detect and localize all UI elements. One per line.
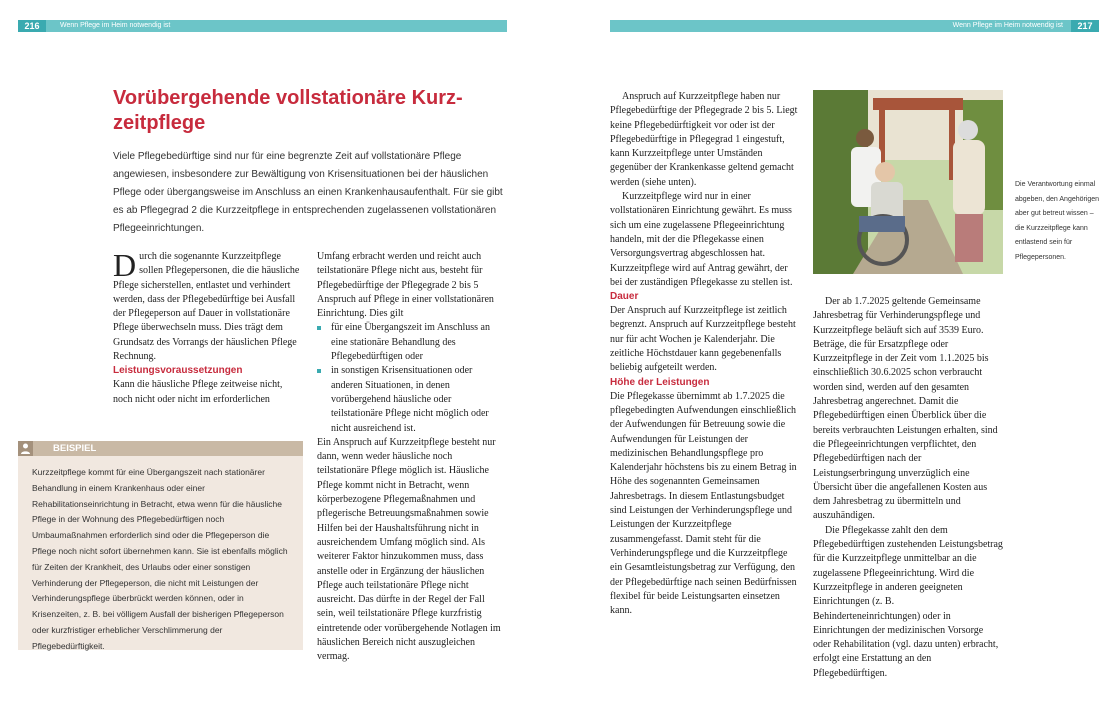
right-page-number: 217 bbox=[1071, 20, 1099, 32]
right-header-bar bbox=[610, 20, 1099, 32]
example-label: BEISPIEL bbox=[53, 443, 97, 454]
person-icon-graphic bbox=[18, 441, 33, 456]
dropcap: D bbox=[113, 247, 137, 283]
subheading-hoehe: Höhe der Leistungen bbox=[610, 376, 710, 388]
page-title: Vorübergehende vollstationäre Kurz-zeitpflege bbox=[113, 87, 463, 134]
photo-caption: Die Verantwortung einmal abgeben, den Angehörigen aber gut betreut wissen – die Kurzzeitpflege kann entlastend sein für Pflegepersonen. bbox=[1015, 181, 1100, 261]
col1-paragraph-1-text: urch die sogenannte Kurzzeitpflege sollen Pflegepersonen, die die häusliche Pflege sicherstellen, entlastet und verhindert werden, dass der Pflegebedürftige bei Ausfall der Pflegeperson auf Dauer in vollstationäre Pflege überwechseln muss. Dies trägt dem Grundsatz des Vorrangs der häuslichen Pflege Rechnung. bbox=[113, 251, 300, 363]
left-running-title: Wenn Pflege im Heim notwendig ist bbox=[60, 22, 171, 29]
col1-paragraph-2: Kann die häusliche Pflege zeitweise nicht, noch nicht oder nicht im erforderlichen bbox=[113, 379, 283, 405]
square-bullet-icon bbox=[317, 369, 321, 373]
bullet-item-1-text: für eine Übergangszeit im Anschluss an eine stationäre Behandlung des Pflegebedürftigen oder bbox=[331, 322, 490, 363]
col4-paragraph-1: Der ab 1.7.2025 geltende Gemeinsame Jahresbetrag für Verhinderungspflege und Kurzzeitpflege beläuft sich auf 3539 Euro. Beträge, die für Ersatzpflege oder Kurzzeitpflege in der Zeit vom 1.1.2025 bis einschließlich 30.6.2025 schon verbraucht worden sind, werden auf den gesamten Jahresbetrag angerechnet. Damit die Pflegebedürftigen einen Überblick über die bereits verbrauchten Leistungen erhalten, sind die Pflegeeinrichtungen verpflichtet, den Pflegebedürftigen nach der Leistungserbringung unverzüglich eine Übersicht über die angefallenen Kosten aus dem Jahresbetrag zu übermitteln und auszuhändigen. bbox=[813, 296, 998, 522]
example-box bbox=[18, 456, 303, 650]
example-text: Kurzzeitpflege kommt für eine Übergangszeit nach stationärer Behandlung in einem Krankenhaus oder einer Rehabilitationseinrichtung in Betracht, etwa wenn für die häusliche Pflege in der Wohnung des Pflegebedürftigen noch Umbaumaßnahmen erforderlich sind oder die Pflegeperson die Pflege noch nicht sofort übernehmen kann. Sie ist ebenfalls möglich für Zeiten der Krankheit, des Urlaubs oder einer sonstigen Verhinderung der Pflegeperson, die nicht mit Leistungen der Verhinderungspflege überbrückt werden können, oder in Krisenzeiten, z. B. bei völligem Ausfall der bisherigen Pflegeperson oder kurzfristiger erheblicher Verschlimmerung der Pflegebedürftigkeit. bbox=[32, 467, 288, 651]
col2-paragraph-2: Ein Anspruch auf Kurzzeitpflege besteht nur dann, wenn weder häusliche noch teilstationäre Pflege möglich ist. Häusliche Pflege kommt nicht in Betracht, wenn körperbezogene Pflegemaßnahmen und pflegerische Betreuungsmaßnahmen sowie Hilfen bei der Haushaltsführung nicht in ausreichendem Umfang möglich sind. Als weiterer Faktor hinzukommen muss, dass anstelle oder in Ergänzung der häuslichen Pflege auch teilstationäre Pflege nicht ausreicht. Das dürfte in der Regel der Fall sein, weil teilstationäre Pflege kurzfristig eintretende oder vorübergehende Notlagen im häuslichen Bereich nicht auszugleichen vermag. bbox=[317, 436, 501, 663]
subheading-leistungsvoraussetzungen: Leistungsvoraussetzungen bbox=[113, 365, 243, 377]
care-photo bbox=[813, 90, 1003, 274]
column-4 bbox=[813, 295, 1003, 681]
bullet-item-2 bbox=[317, 364, 503, 435]
example-header bbox=[18, 441, 303, 456]
subheading-dauer: Dauer bbox=[610, 291, 639, 303]
intro-paragraph: Viele Pflegebedürftige sind nur für eine begrenzte Zeit auf vollstationäre Pflege angewiesen, insbesondere zur Bewältigung von Krisensituationen bei der häuslichen Pflege oder übergangsweise im Anschluss an einen Krankenhausaufenthalt. Für sie gibt es ab Pflegegrad 2 die Kurzzeitpflege in entsprechenden zugelassenen vollstationären Pflegeeinrichtungen. bbox=[113, 151, 503, 234]
column-3 bbox=[610, 90, 800, 618]
care-photo-graphic bbox=[813, 90, 1003, 274]
left-page-number: 216 bbox=[18, 20, 46, 32]
col3-paragraph-1: Anspruch auf Kurzzeitpflege haben nur Pflegebedürftige der Pflegegrade 2 bis 5. Liegt keine Pflegebedürftigkeit vor oder ist der Pflegebedürftige in Pflegegrad 1 eingestuft, kann Kurzzeitpflege unter Umständen gegenüber der Krankenkasse geltend gemacht werden (siehe unten). bbox=[610, 91, 798, 188]
col3-paragraph-2: Kurzzeitpflege wird nur in einer vollstationären Einrichtung gewährt. Es muss sich um eine zugelassene Pflegeeinrichtung handeln, mit der die Pflegekasse einen Versorgungsvertrag abgeschlossen hat. Kurzzeitpflege wird auf Antrag gewährt, der bei der zuständigen Pflegekasse zu stellen ist. bbox=[610, 191, 793, 288]
col3-paragraph-4: Die Pflegekasse übernimmt ab 1.7.2025 die pflegebedingten Aufwendungen einschließlich der Aufwendungen für Betreuung sowie die Aufwendungen für Leistungen der medizinischen Behandlungspflege pro Kalenderjahr höchstens bis zu einem Betrag in Höhe des sogenannten Gemeinsamen Jahresbetrags. In diesem Entlastungsbudget sind Leistungen der Verhinderungspflege und Leistungen der Kurzzeitpflege zusammengefasst. Damit steht für die Verhinderungspflege und die Kurzzeitpflege ein Gesamtleistungsbetrag zur Verfügung, den der Pflegebedürftige nach seinen Bedürfnissen flexibel für beide Leistungsarten einsetzen kann. bbox=[610, 390, 797, 617]
right-running-title: Wenn Pflege im Heim notwendig ist bbox=[952, 22, 1063, 29]
col1-paragraph-1 bbox=[113, 247, 303, 364]
column-2 bbox=[317, 250, 503, 665]
column-1 bbox=[113, 247, 303, 407]
square-bullet-icon bbox=[317, 326, 321, 330]
col4-paragraph-2: Die Pflegekasse zahlt den dem Pflegebedürftigen zustehenden Leistungsbetrag für die Kurzzeitpflege unmittelbar an die zugelassene Pflegeeinrichtung. Wird die Kurzzeitpflege in anderen geeigneten Einrichtungen (z. B. Behinderteneinrichtungen) oder in Einrichtungen der medizinischen Vorsorge oder Rehabilitation (vgl. dazu unten) erbracht, erfolgt eine Erstattung an den Pflegebedürftigen. bbox=[813, 524, 1003, 679]
col2-paragraph-1: Umfang erbracht werden und reicht auch teilstationäre Pflege nicht aus, besteht für Pflegebedürftige der Pflegegrade 2 bis 5 Anspruch auf Pflege in einer vollstationären Einrichtung. Dies gilt bbox=[317, 251, 494, 320]
col3-paragraph-3: Der Anspruch auf Kurzzeitpflege ist zeitlich begrenzt. Anspruch auf Kurzzeitpflege besteht nur für acht Wochen je Kalenderjahr. Die zeitliche Höchstdauer kann gegebenenfalls beliebig aufgeteilt werden. bbox=[610, 305, 796, 374]
left-header-bar bbox=[18, 20, 507, 32]
person-icon bbox=[18, 441, 33, 456]
bullet-item-2-text: in sonstigen Krisensituationen oder anderen Situationen, in denen vorübergehend häusliche oder teilstationäre Pflege nicht möglich oder nicht ausreichend ist. bbox=[331, 365, 489, 434]
bullet-item-1 bbox=[317, 321, 503, 364]
